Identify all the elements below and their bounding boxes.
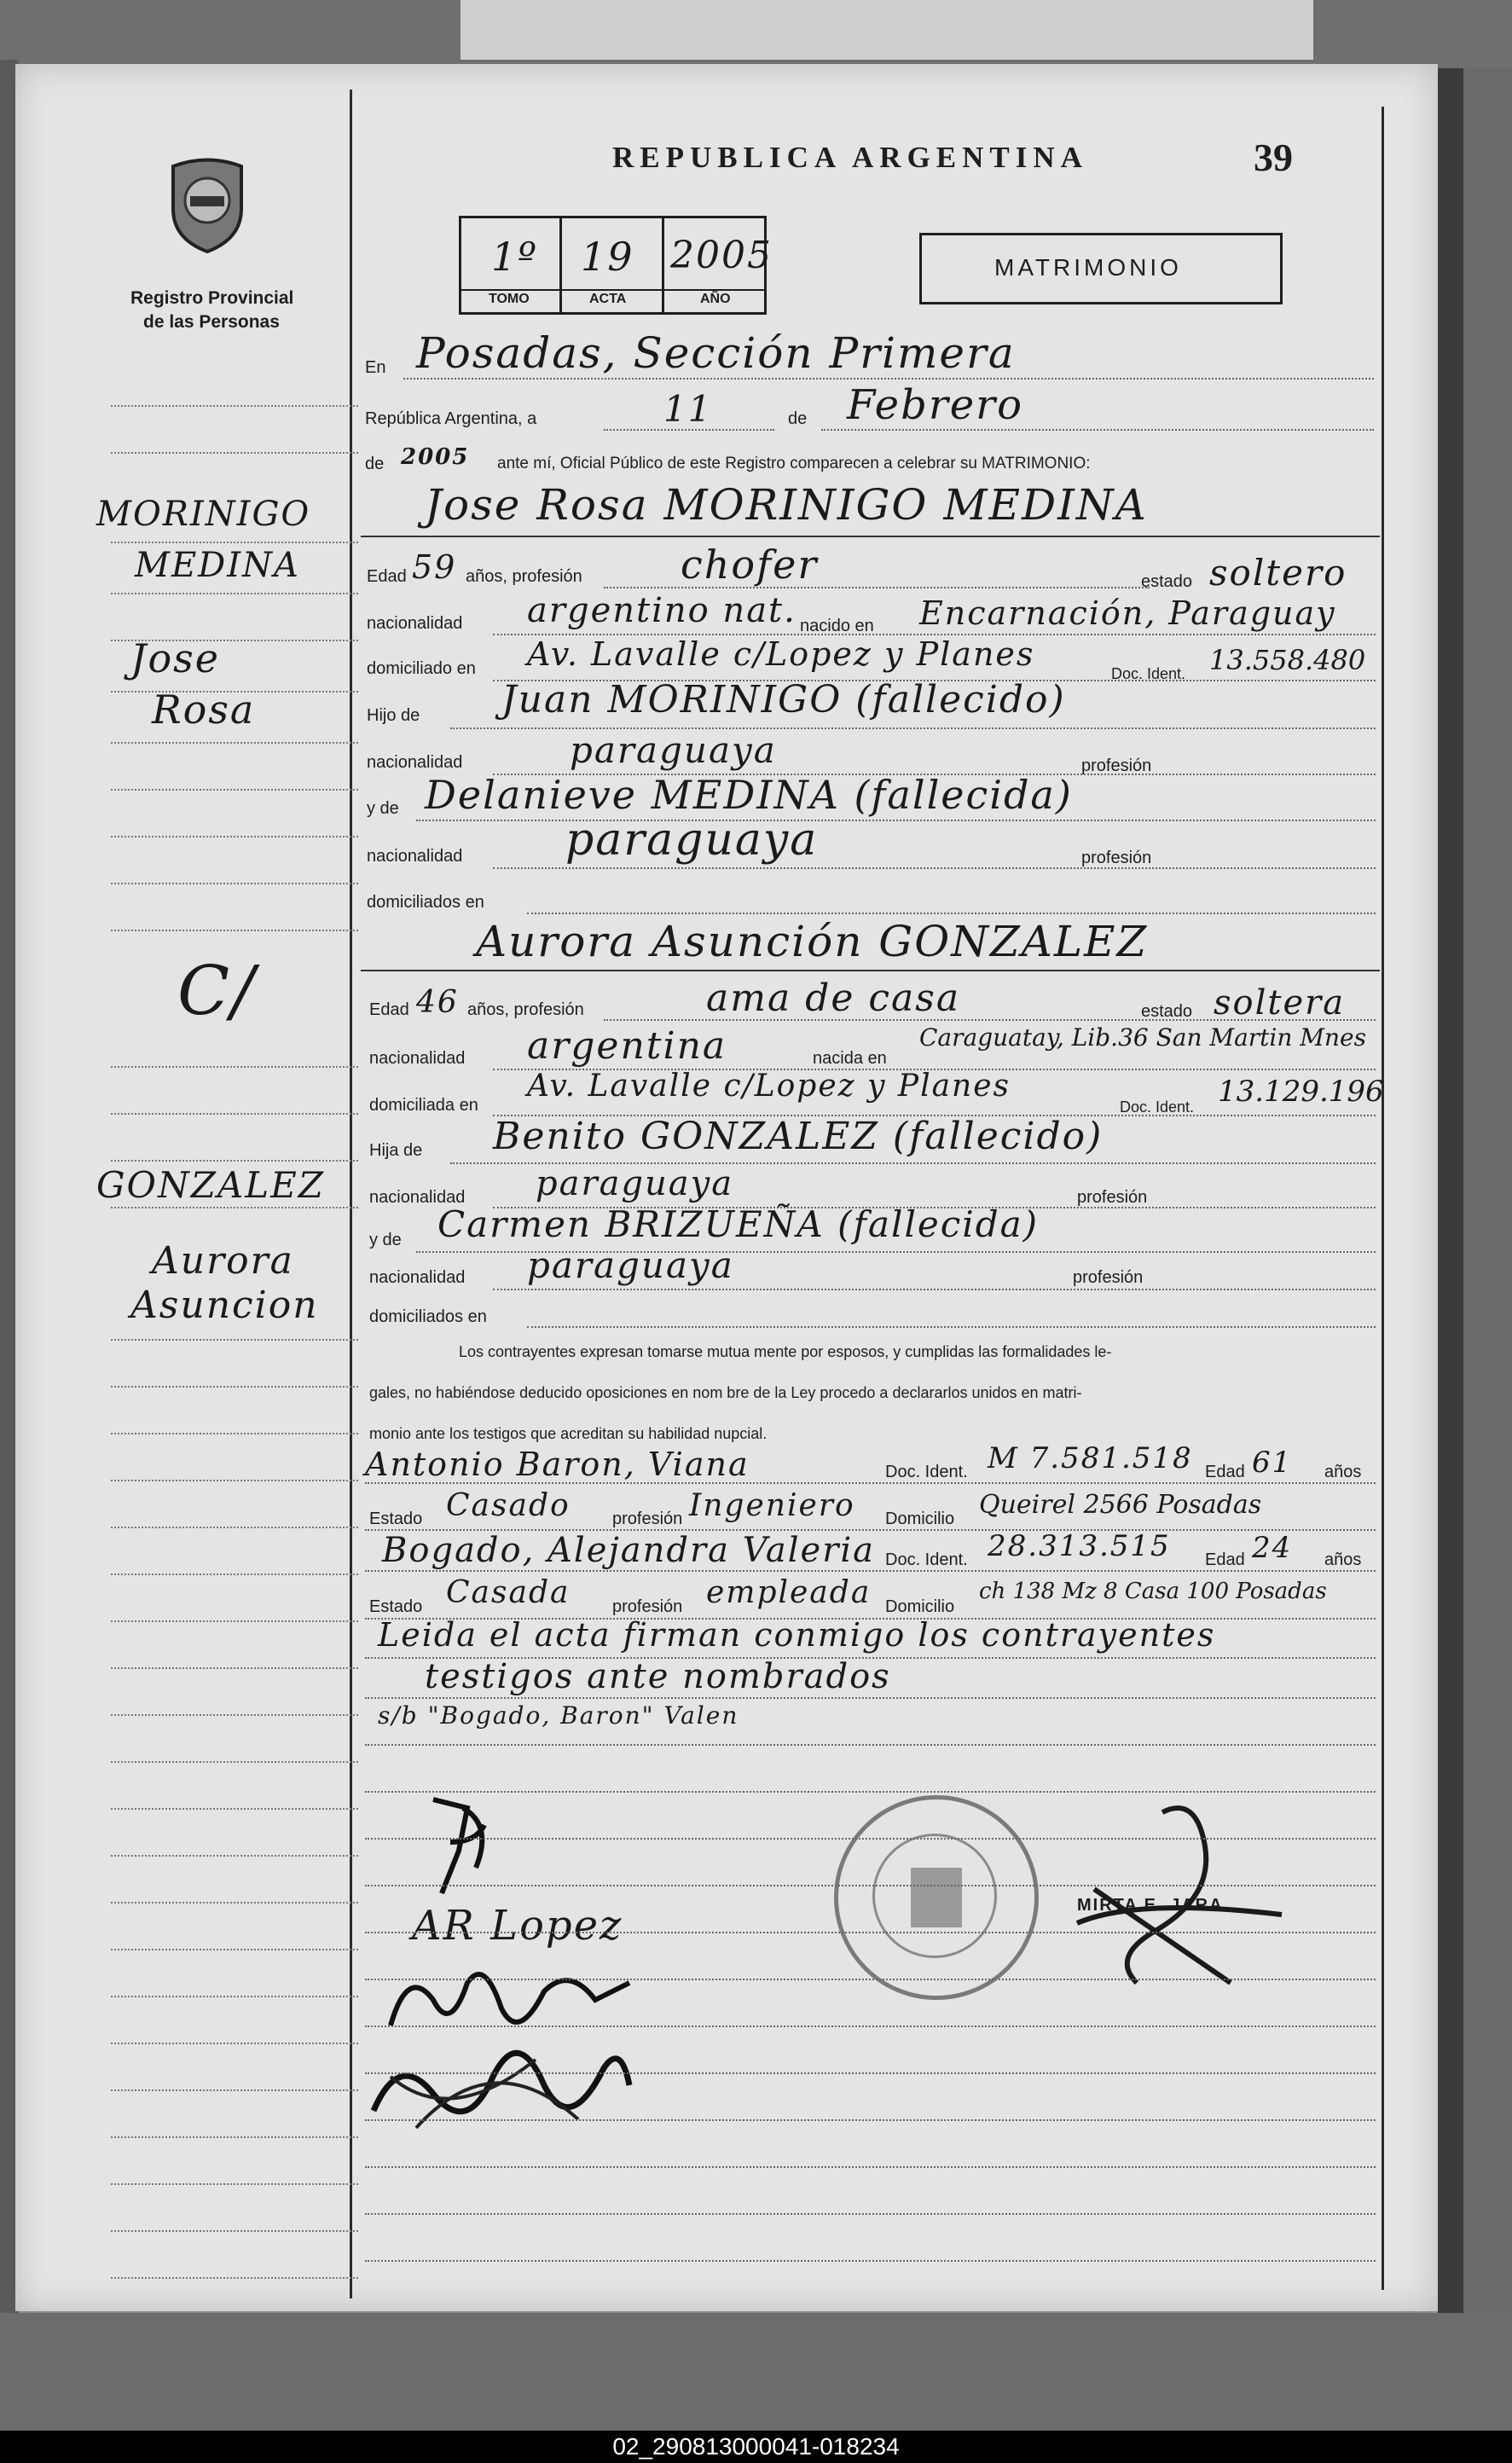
margin-rule-right [1382,107,1384,2290]
witness2-edad-label: Edad [1205,1550,1245,1569]
bride-mother-nac-label: nacionalidad [369,1268,466,1287]
margin-rule [111,1714,358,1716]
groom-full-name: Jose Rosa MORINIGO MEDINA [425,480,1148,530]
rule [365,1838,1376,1840]
witness2-edad: 24 [1252,1531,1293,1565]
margin-rule [111,1808,358,1810]
witness1-estado: Casado [446,1488,571,1523]
groom-domicilio-label: domiciliado en [367,659,476,678]
groom-parents-dom-label: domiciliados en [367,893,484,912]
margin-rule [111,1949,358,1950]
registry-name-line1: Registro Provincial [130,288,294,308]
margin-rule [111,1433,358,1434]
witness1-domicilio: Queirel 2566 Posadas [979,1490,1262,1520]
margin-rule [111,1066,358,1068]
groom-nacido-label: nacido en [800,617,874,635]
comparecen-text: ante mí, Oficial Público de este Registro comparecen a celebrar su MATRIMONIO: [497,455,1091,472]
witness2-name: Bogado, Alejandra Valeria [382,1531,875,1570]
margin-rule [111,1386,358,1388]
margin-rule [111,1855,358,1857]
margin-bride-surname: GONZALEZ [96,1164,325,1206]
rule [365,2119,1376,2121]
margin-rule [111,789,358,791]
groom-estado-label: estado [1141,572,1193,591]
margin-rule [111,1667,358,1669]
ano-value: 2005 [670,234,773,277]
page-number: 39 [1254,136,1293,179]
declaration-line2: gales, no habiéndose deducido oposiciones en nom bre de la Ley procedo a declararlos unidos en matri- [369,1384,1082,1401]
margin-groom-surname2: MEDINA [135,546,300,585]
margin-rule [111,836,358,837]
image-caption: 02_290813000041-018234 [0,2431,1512,2463]
groom-father-nac: paraguaya [570,729,777,771]
witness2-doc: 28.313.515 [988,1529,1171,1563]
republica-label: República Argentina, a [365,409,537,428]
margin-groom-name1: Jose [130,635,220,681]
witness2-domicilio-label: Domicilio [885,1597,955,1616]
bride-estado: soltera [1214,983,1346,1023]
witness1-edad-label: Edad [1205,1463,1245,1481]
groom-mother-nac: paraguaya [565,814,819,866]
witness2-estado: Casada [446,1575,571,1610]
rule [416,820,1376,821]
margin-rule [111,742,358,744]
tomo-value: 1º [491,234,538,280]
margin-rule [111,930,358,931]
closing-line2: testigos ante nombrados [425,1657,891,1696]
margin-rule [111,405,358,407]
bride-domicilio: Av. Lavalle c/Lopez y Planes [527,1069,1011,1104]
bride-father-prof-label: profesión [1077,1188,1148,1207]
witness1-profesion: Ingeniero [689,1488,855,1523]
declaration-line3: monio ante los testigos que acreditan su habilidad nupcial. [369,1425,768,1442]
bride-nacionalidad: argentina [527,1024,727,1068]
record-type-box [919,233,1283,304]
margin-rule [111,593,358,594]
witness2-profesion-label: profesión [612,1597,683,1616]
background-shadow-top [0,0,1512,68]
rule [361,970,1380,971]
margin-rule [111,2183,358,2185]
rule [365,1932,1376,1933]
groom-hijo-label: Hijo de [367,706,420,725]
bride-parents-dom-label: domiciliados en [369,1307,487,1326]
groom-signature: AR Lopez [412,1902,623,1950]
register-page [15,64,1438,2311]
witness1-doc: M 7.581.518 [988,1441,1193,1475]
country-title: REPUBLICA ARGENTINA [612,141,1088,174]
bride-doc: 13.129.196 [1218,1075,1384,1109]
bride-profesion: ama de casa [706,977,961,1020]
bride-nacida-label: nacida en [813,1049,887,1068]
groom-domicilio: Av. Lavalle c/Lopez y Planes [527,635,1035,673]
en-label: En [365,358,386,377]
margin-rule [111,2136,358,2138]
groom-nacionalidad: argentino nat. [527,591,797,630]
record-type: MATRIMONIO [994,254,1182,281]
margin-rule [111,640,358,641]
witness2-estado-label: Estado [369,1597,423,1616]
rule [365,2072,1376,2074]
margin-rule [111,1902,358,1904]
witness2-anos-label: años [1324,1550,1362,1569]
margin-rule [111,2089,358,2091]
witness1-anos-label: años [1324,1463,1362,1481]
ano-label: AÑO [700,292,731,306]
margin-rule [111,1480,358,1481]
bride-mother-prof-label: profesión [1073,1268,1144,1287]
de-label: de [788,409,808,428]
margin-rule [111,1207,358,1208]
bride-edad-label: Edad [369,1000,409,1019]
groom-profesion: chofer [681,542,819,588]
declaration-line1: Los contrayentes expresan tomarse mutua mente por esposos, y cumplidas las formalidades le- [459,1343,1112,1360]
margin-rule [111,691,358,693]
rule [365,1791,1376,1793]
margin-with: C/ [177,951,257,1030]
rule [493,1289,1376,1290]
signature-flourish-icon [365,2025,638,2153]
bride-estado-label: estado [1141,1002,1193,1021]
groom-yde-label: y de [367,799,399,818]
margin-rule [111,1527,358,1528]
groom-estado: soltero [1209,552,1347,594]
rule [527,1326,1376,1328]
rule [365,2166,1376,2168]
rule [365,2260,1376,2262]
closing-line1: Leida el acta firman conmigo los contrayentes [378,1616,1216,1654]
year-value: 2005 [401,444,470,470]
margin-rule [111,1620,358,1622]
margin-rule [111,2277,358,2279]
rule [365,1570,1376,1572]
groom-father-nac-label: nacionalidad [367,753,463,772]
official-seal-icon [834,1795,1039,2000]
acta-label: ACTA [589,292,627,306]
witness1-domicilio-label: Domicilio [885,1510,955,1528]
bride-doc-label: Doc. Ident. [1120,1098,1195,1116]
groom-father: Juan MORINIGO (fallecido) [501,678,1066,722]
witness2-domicilio: ch 138 Mz 8 Casa 100 Posadas [979,1579,1327,1604]
margin-rule [111,1573,358,1575]
rule [365,1697,1376,1699]
margin-rule [111,452,358,454]
margin-rule [111,883,358,884]
groom-doc-label: Doc. Ident. [1111,665,1186,682]
rule [527,913,1376,914]
margin-groom-surname1: MORINIGO [96,495,311,534]
bride-edad: 46 [416,985,459,1020]
margin-bride-name1: Aurora [152,1239,294,1283]
groom-mother-nac-label: nacionalidad [367,847,463,866]
witness1-profesion-label: profesión [612,1510,683,1528]
rule [403,378,1374,380]
groom-nacionalidad-label: nacionalidad [367,614,463,633]
page-edge [1438,68,1512,2320]
bride-hija-label: Hija de [369,1141,423,1160]
day-value: 11 [663,388,713,430]
bride-mother-nac: paraguaya [527,1244,734,1286]
rule [365,1979,1376,1980]
closing-line3: s/b "Bogado, Baron" Valen [378,1701,739,1730]
official-signature-icon [1060,1795,1299,2000]
witness1-name: Antonio Baron, Viana [365,1446,750,1483]
rule [361,536,1380,537]
bride-nacionalidad-label: nacionalidad [369,1049,466,1068]
rule [604,1019,1376,1021]
rule [365,2025,1376,2027]
margin-rule [111,1339,358,1341]
margin-rule-left [350,90,352,2298]
groom-mother-prof-label: profesión [1081,849,1152,867]
rule [821,429,1374,431]
witness1-edad: 61 [1252,1446,1293,1480]
registry-name-line2: de las Personas [143,312,280,332]
bride-father: Benito GONZALEZ (fallecido) [493,1115,1104,1158]
rule [365,2213,1376,2215]
groom-edad: 59 [412,548,457,586]
margin-rule [111,1113,358,1115]
margin-rule [111,2230,358,2232]
witness1-doc-label: Doc. Ident. [885,1463,968,1481]
bride-yde-label: y de [369,1231,402,1249]
tomo-label: TOMO [489,292,530,306]
witness2-profesion: empleada [706,1575,872,1610]
bride-domicilio-label: domiciliada en [369,1096,478,1115]
groom-nacido: Encarnación, Paraguay [919,594,1336,632]
margin-rule [111,2043,358,2044]
month-value: Febrero [847,381,1024,429]
acta-value: 19 [581,234,634,280]
bride-father-nac-label: nacionalidad [369,1188,466,1207]
groom-profesion-label: años, profesión [466,567,582,586]
rule [365,1744,1376,1746]
groom-father-prof-label: profesión [1081,756,1152,775]
groom-doc: 13.558.480 [1209,644,1366,676]
witness2-doc-label: Doc. Ident. [885,1550,968,1569]
rule [365,1885,1376,1886]
margin-groom-name2: Rosa [152,687,256,733]
bride-mother: Carmen BRIZUEÑA (fallecida) [437,1203,1040,1245]
margin-bride-name2: Asuncion [130,1284,319,1327]
margin-rule [111,1996,358,1997]
place-value: Posadas, Sección Primera [416,328,1016,378]
bride-father-nac: paraguaya [536,1164,734,1203]
book-reference-box [459,216,773,315]
coat-of-arms-icon [165,154,250,256]
year-prefix: de [365,455,385,473]
official-stamp: MIRTA E. JARA [1077,1896,1224,1915]
bride-full-name: Aurora Asunción GONZALEZ [476,917,1149,966]
rule [493,867,1376,869]
bride-nacida: Caraguatay, Lib.36 San Martin Mnes [919,1023,1366,1052]
margin-rule [111,1160,358,1162]
margin-rule [111,1761,358,1763]
margin-rule [111,542,358,543]
witness1-estado-label: Estado [369,1510,423,1528]
bride-profesion-label: años, profesión [467,1000,584,1019]
rule [365,1657,1376,1659]
rule [365,1482,1376,1484]
groom-mother: Delanieve MEDINA (fallecida) [425,772,1073,818]
groom-edad-label: Edad [367,567,407,586]
